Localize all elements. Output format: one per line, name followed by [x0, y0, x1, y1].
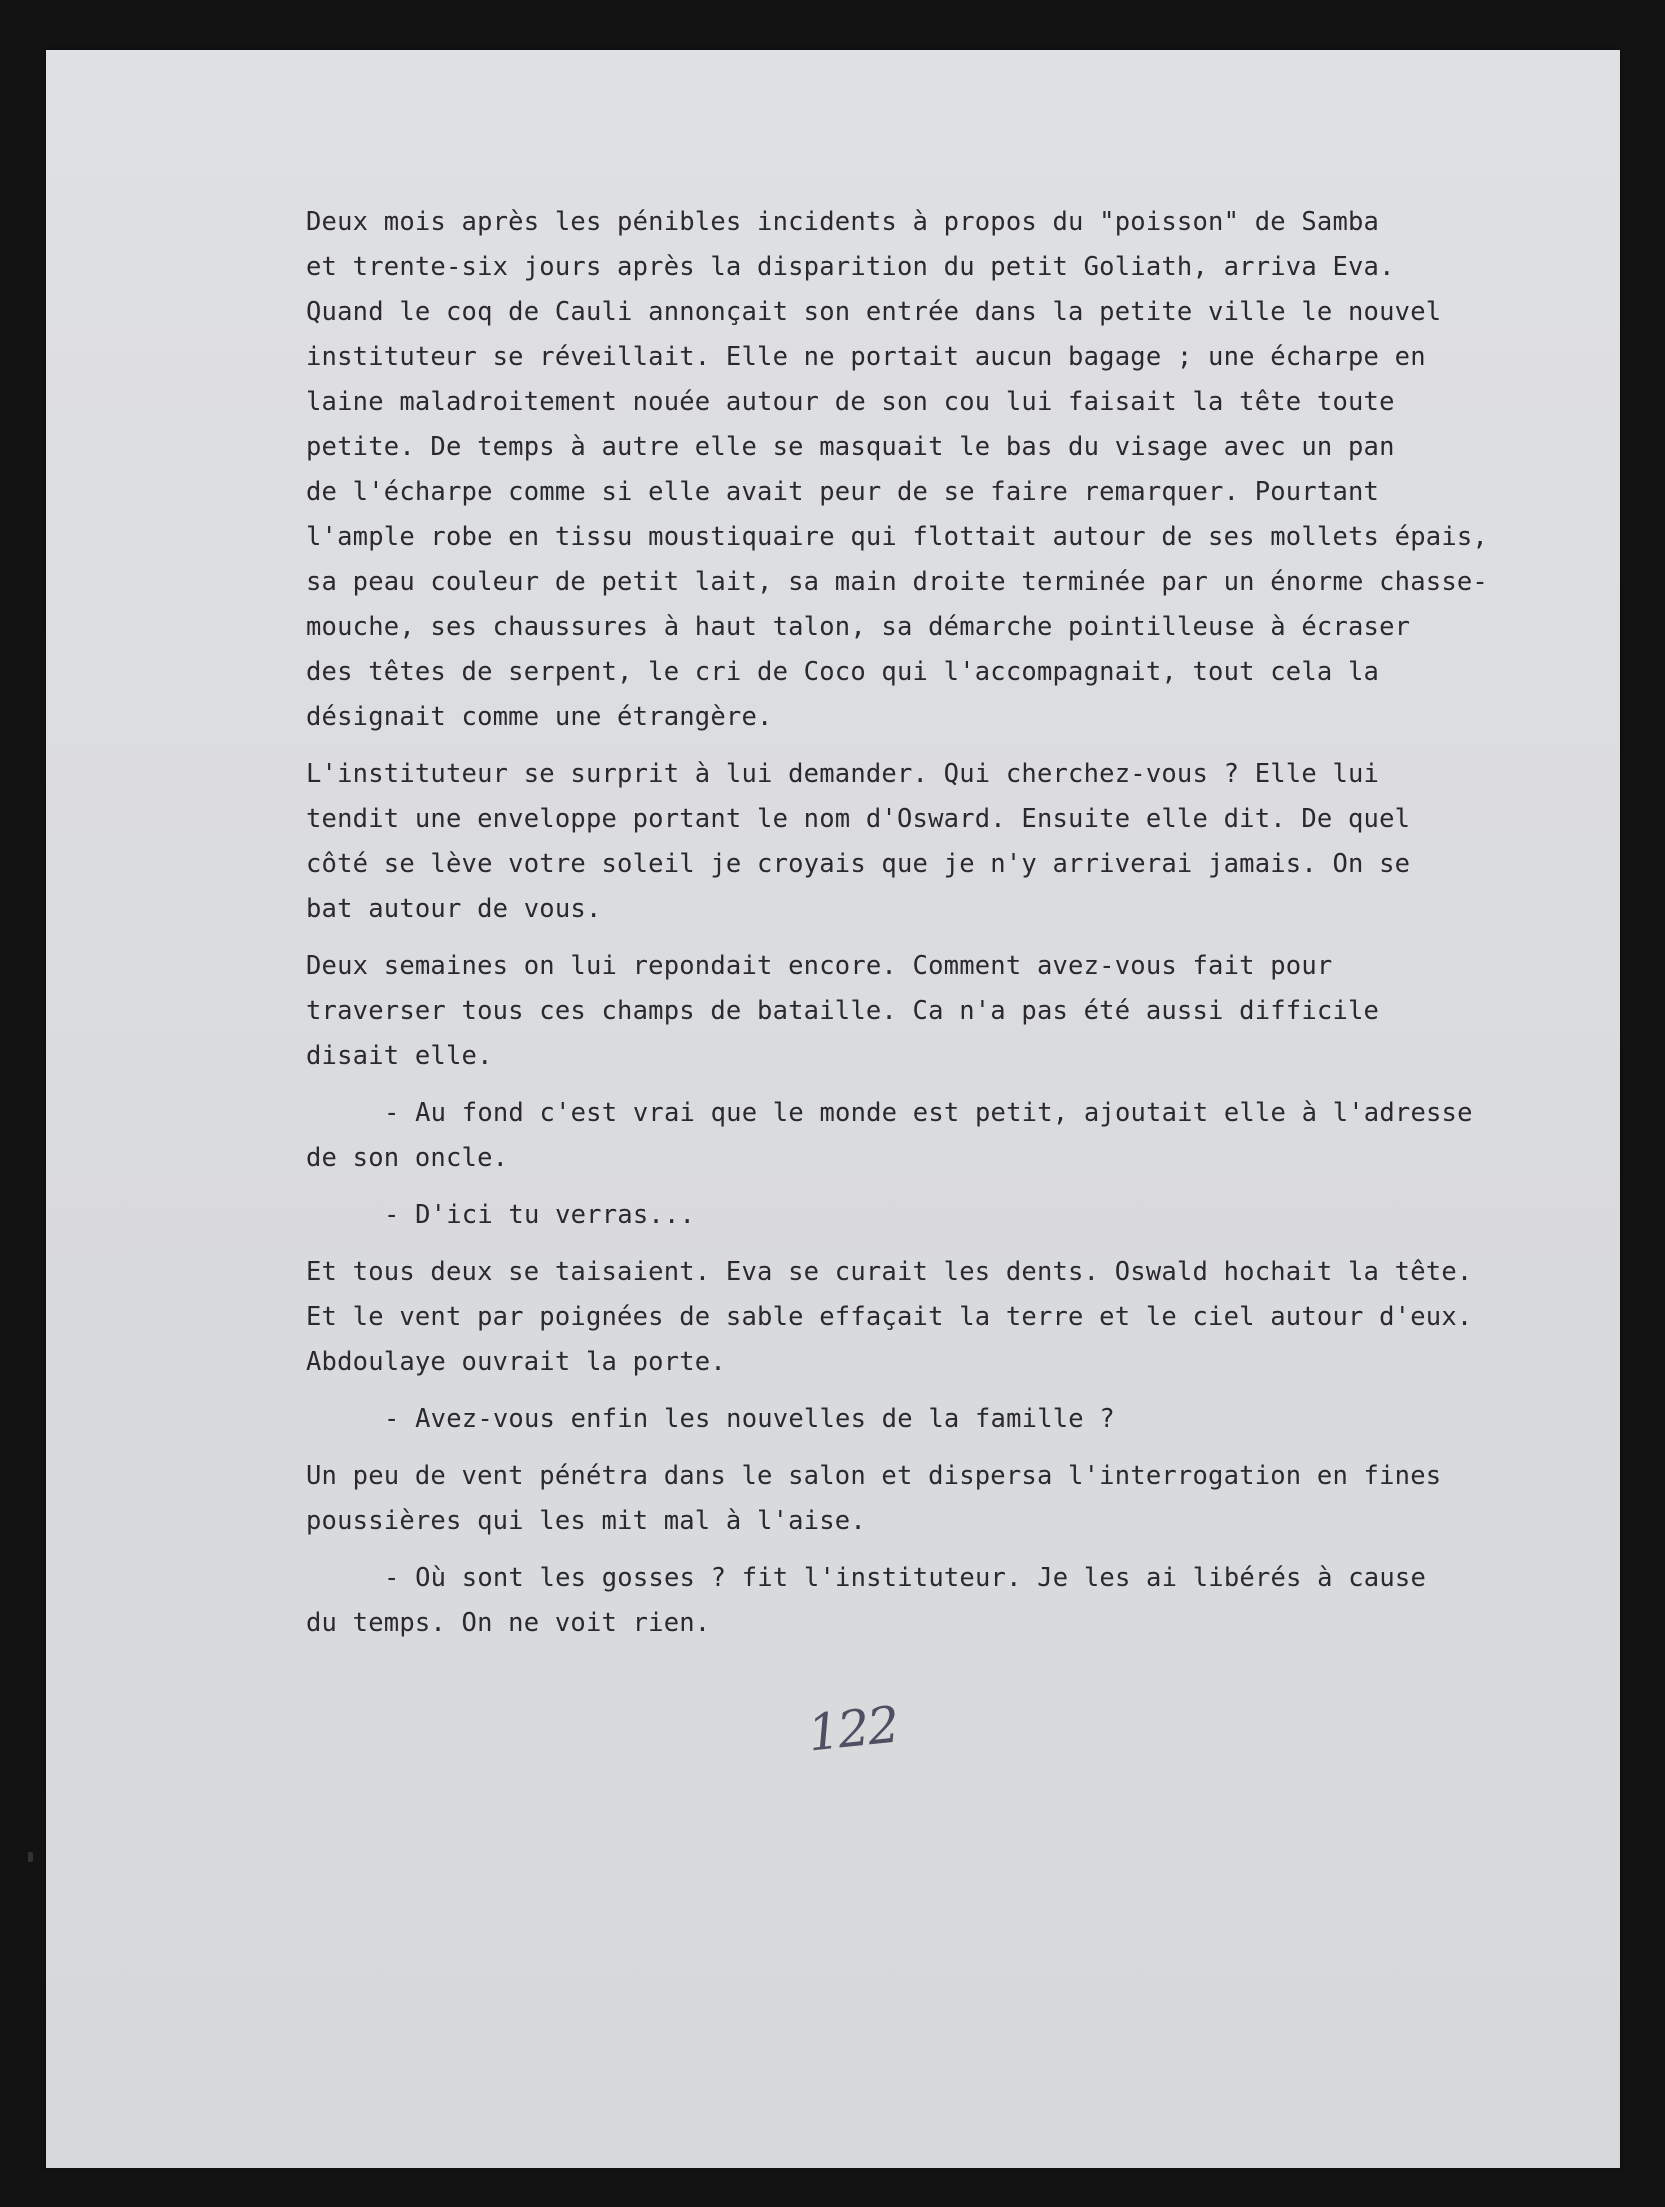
text-line: - Où sont les gosses ? fit l'instituteur. Je les ai libérés à cause [384, 1563, 1427, 1593]
paragraph-4 [306, 1250, 1536, 1385]
paragraph-5 [306, 1454, 1536, 1544]
dialogue-paragraph-3 [306, 1397, 1536, 1442]
text-line: Et le vent par poignées de sable effaçait la terre et le ciel autour d'eux. [306, 1302, 1473, 1332]
paragraph-3 [306, 944, 1536, 1079]
text-line: sa peau couleur de petit lait, sa main droite terminée par un énorme chasse- [306, 567, 1488, 597]
text-line: désignait comme une étrangère. [306, 702, 773, 732]
text-line: Deux mois après les pénibles incidents à propos du "poisson" de Samba [306, 207, 1380, 237]
dialogue-paragraph-4 [306, 1556, 1536, 1646]
dialogue-paragraph-1 [306, 1091, 1536, 1181]
text-line: instituteur se réveillait. Elle ne portait aucun bagage ; une écharpe en [306, 342, 1426, 372]
text-line: Un peu de vent pénétra dans le salon et dispersa l'interrogation en fines [306, 1461, 1442, 1491]
text-line: traverser tous ces champs de bataille. Ca n'a pas été aussi difficile [306, 996, 1380, 1026]
text-line: Abdoulaye ouvrait la porte. [306, 1347, 726, 1377]
scan-mark [28, 1852, 33, 1862]
text-line: - Avez-vous enfin les nouvelles de la famille ? [384, 1404, 1115, 1434]
text-line: côté se lève votre soleil je croyais que je n'y arriverai jamais. On se [306, 849, 1411, 879]
text-line: poussières qui les mit mal à l'aise. [306, 1506, 866, 1536]
text-line: des têtes de serpent, le cri de Coco qui l'accompagnait, tout cela la [306, 657, 1380, 687]
paragraph-2 [306, 752, 1536, 932]
text-line: du temps. On ne voit rien. [306, 1608, 711, 1638]
text-line: - Au fond c'est vrai que le monde est petit, ajoutait elle à l'adresse [384, 1098, 1473, 1128]
text-line: tendit une enveloppe portant le nom d'Osward. Ensuite elle dit. De quel [306, 804, 1411, 834]
text-line: bat autour de vous. [306, 894, 602, 924]
text-line: Deux semaines on lui repondait encore. Comment avez-vous fait pour [306, 951, 1333, 981]
text-line: Et tous deux se taisaient. Eva se curait les dents. Oswald hochait la tête. [306, 1257, 1473, 1287]
typed-text-body [306, 200, 1536, 1658]
text-line: petite. De temps à autre elle se masquait le bas du visage avec un pan [306, 432, 1395, 462]
text-line: de son oncle. [306, 1143, 509, 1173]
text-line: disait elle. [306, 1041, 493, 1071]
text-line: mouche, ses chaussures à haut talon, sa démarche pointilleuse à écraser [306, 612, 1411, 642]
text-line: - D'ici tu verras... [384, 1200, 696, 1230]
text-line: Quand le coq de Cauli annonçait son entrée dans la petite ville le nouvel [306, 297, 1442, 327]
text-line: de l'écharpe comme si elle avait peur de se faire remarquer. Pourtant [306, 477, 1380, 507]
text-line: l'ample robe en tissu moustiquaire qui flottait autour de ses mollets épais, [306, 522, 1488, 552]
paragraph-1 [306, 200, 1536, 740]
dialogue-paragraph-2 [306, 1193, 1536, 1238]
text-line: et trente-six jours après la disparition du petit Goliath, arriva Eva. [306, 252, 1395, 282]
text-line: L'instituteur se surprit à lui demander. Qui cherchez-vous ? Elle lui [306, 759, 1380, 789]
handwritten-page-number: 122 [805, 1695, 901, 1763]
text-line: laine maladroitement nouée autour de son cou lui faisait la tête toute [306, 387, 1395, 417]
